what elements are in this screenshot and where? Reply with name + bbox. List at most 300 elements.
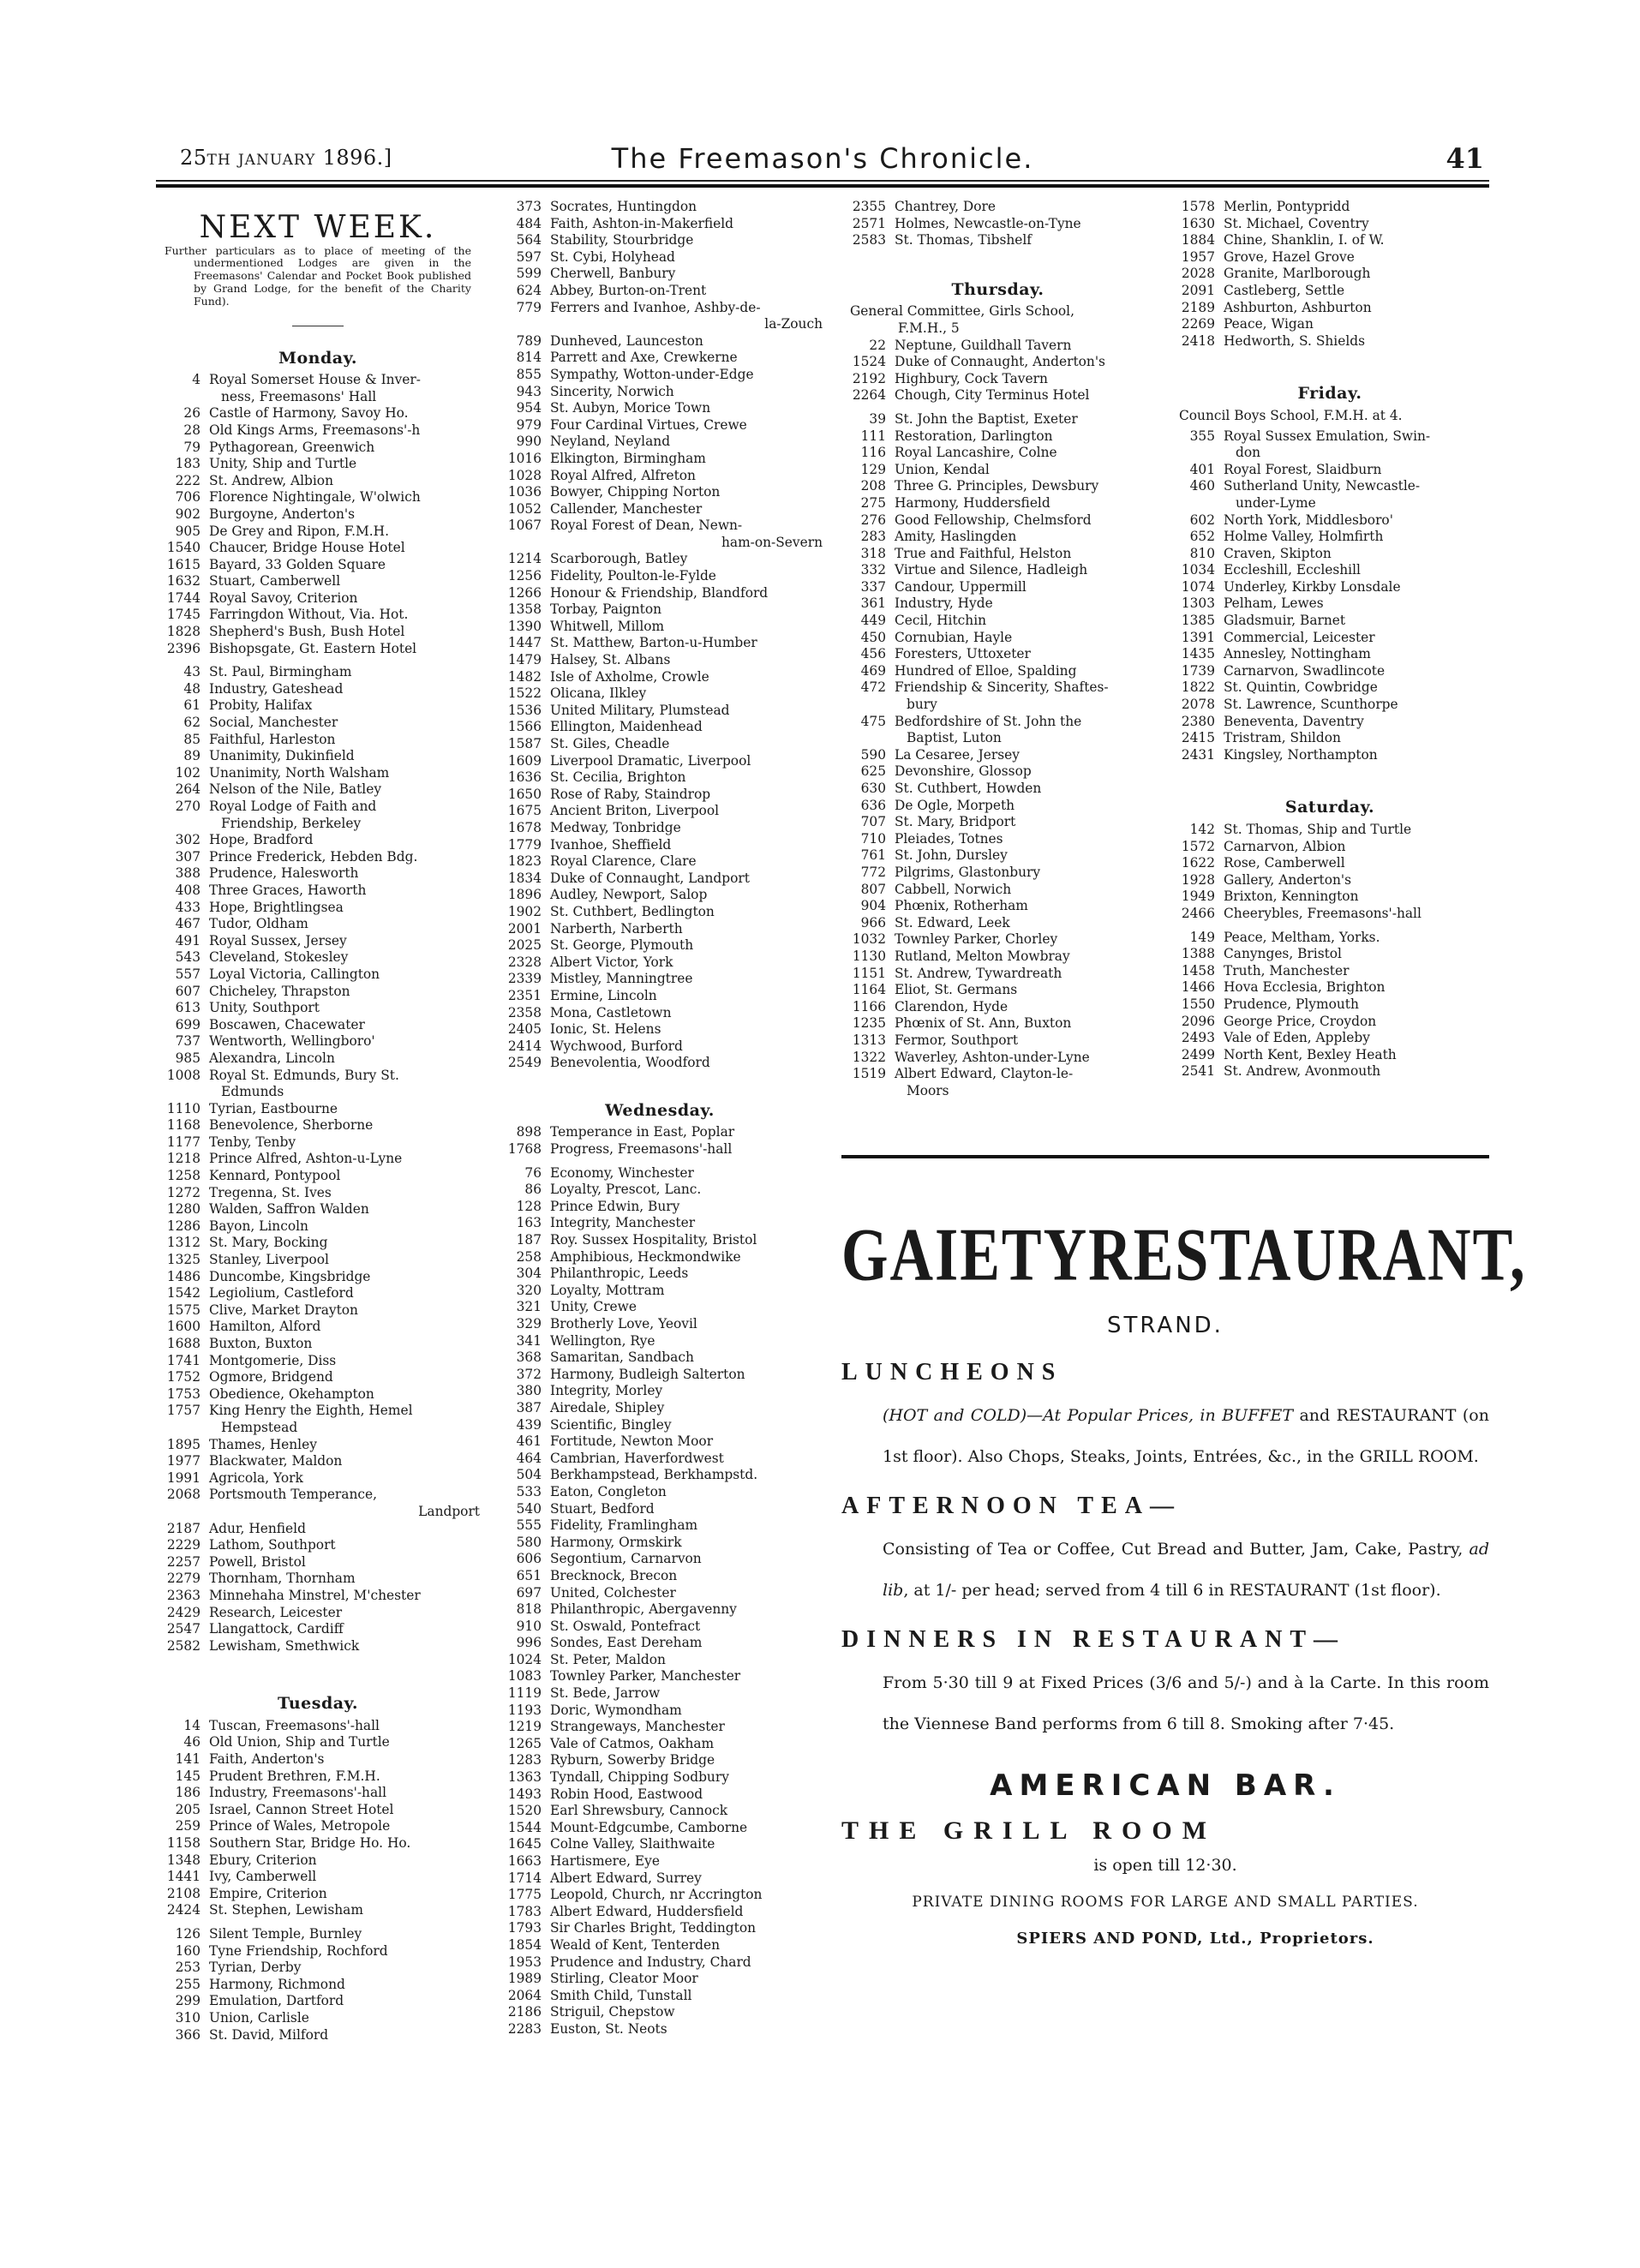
lodge-name: Stuart, Bedford bbox=[550, 1500, 655, 1517]
lodge-number: 186 bbox=[175, 1785, 201, 1801]
american-bar-heading: AMERICAN BAR. bbox=[990, 1768, 1341, 1803]
lodge-entry bbox=[497, 1820, 823, 1837]
header-rule-thick bbox=[156, 184, 1489, 188]
date-month: JANUARY bbox=[237, 152, 316, 169]
lodge-name: Pythagorean, Greenwich bbox=[209, 439, 375, 455]
lodge-name: St. David, Milford bbox=[209, 2026, 329, 2043]
lodge-number: 2001 bbox=[507, 920, 542, 937]
lodge-entry bbox=[841, 199, 1154, 216]
header-rule-thin bbox=[156, 180, 1489, 182]
lodge-name: St. Cuthbert, Bedlington bbox=[550, 903, 715, 919]
lodge-number: 597 bbox=[516, 248, 542, 265]
lodge-number: 467 bbox=[175, 916, 201, 932]
lodge-name: Tyrian, Eastbourne bbox=[209, 1100, 338, 1116]
lodge-number: 1280 bbox=[166, 1201, 201, 1218]
lodge-name: Benevolence, Sherborne bbox=[209, 1117, 374, 1134]
lodge-name: Hope, Brightlingsea bbox=[209, 899, 344, 915]
lodge-entry bbox=[156, 1818, 480, 1835]
lodge-number: 1034 bbox=[1181, 562, 1215, 578]
lodge-entry bbox=[841, 663, 1154, 680]
lodge-number: 1895 bbox=[166, 1436, 201, 1452]
lodge-number: 1578 bbox=[1181, 199, 1215, 214]
lodge-name: Faithful, Harleston bbox=[209, 731, 336, 747]
lodge-entry bbox=[1170, 697, 1489, 714]
lodge-number: 943 bbox=[516, 383, 542, 399]
lodge-number: 2355 bbox=[852, 199, 886, 214]
lodge-list bbox=[156, 1718, 480, 1919]
lodge-name: Pleiades, Totnes bbox=[895, 830, 1003, 847]
lodge-number: 456 bbox=[860, 646, 886, 662]
lodge-entry bbox=[497, 971, 823, 988]
lodge-name: Benevolentia, Woodford bbox=[550, 1055, 710, 1071]
lodge-number: 183 bbox=[175, 456, 201, 472]
lodge-number: 187 bbox=[516, 1232, 542, 1248]
lodge-number: 304 bbox=[516, 1266, 542, 1282]
lodge-name-continued: Baptist, Luton bbox=[907, 730, 1002, 746]
lodge-entry bbox=[841, 714, 1154, 747]
lodge-number: 270 bbox=[175, 799, 201, 815]
lodge-name: Grove, Hazel Grove bbox=[1224, 248, 1355, 265]
day-heading-thursday: Thursday. bbox=[951, 279, 1044, 299]
lodge-name: Tyndall, Chipping Sodbury bbox=[550, 1769, 729, 1786]
lodge-entry bbox=[156, 765, 480, 782]
lodge-number: 332 bbox=[860, 562, 886, 578]
lodge-entry bbox=[841, 579, 1154, 596]
lodge-entry bbox=[1170, 630, 1489, 647]
lodge-name: Royal Alfred, Alfreton bbox=[550, 467, 696, 483]
lodge-number: 1632 bbox=[166, 573, 201, 589]
lodge-entry bbox=[497, 1417, 823, 1434]
lodge-entry bbox=[497, 601, 823, 619]
lodge-name: Leopold, Church, nr Accrington bbox=[550, 1887, 763, 1903]
lodge-name: Fidelity, Framlingham bbox=[550, 1517, 698, 1534]
lodge-number: 2405 bbox=[507, 1021, 542, 1038]
lodge-name: Sutherland Unity, Newcastle- under-Lyme bbox=[1224, 478, 1489, 512]
lodge-name: Llangattock, Cardiff bbox=[209, 1621, 344, 1637]
lodge-name: Wentworth, Wellingboro' bbox=[209, 1033, 375, 1050]
lodge-entry bbox=[497, 1165, 823, 1182]
lodge-number: 902 bbox=[175, 506, 201, 522]
lodge-number: 1650 bbox=[507, 786, 542, 802]
lodge-name: Beneventa, Daventry bbox=[1224, 713, 1364, 729]
lodge-entry bbox=[156, 440, 480, 457]
gaiety-restaurant-advert bbox=[841, 1155, 1527, 1948]
lodge-name: Ferrers and Ivanhoe, Ashby-de- la-Zouch bbox=[550, 299, 823, 332]
lodge-name: Royal Lodge of Faith and Friendship, Berkeley bbox=[209, 799, 480, 832]
lodge-name: Old Kings Arms, Freemasons'-h bbox=[209, 422, 421, 438]
lodge-name: Loyal Victoria, Callington bbox=[209, 966, 380, 982]
lodge-name: Devonshire, Glossop bbox=[895, 763, 1032, 780]
lodge-name: Stuart, Camberwell bbox=[209, 573, 341, 589]
lodge-name: St. Edward, Leek bbox=[895, 914, 1010, 931]
lodge-name: King Henry the Eighth, Hemel Hempstead bbox=[209, 1403, 480, 1436]
lodge-number: 401 bbox=[1189, 461, 1215, 477]
lodge-entry bbox=[156, 422, 480, 440]
lodge-entry bbox=[156, 916, 480, 933]
lodge-name: Friendship & Sincerity, Shaftes- bury bbox=[895, 679, 1154, 713]
lodge-name: Faith, Anderton's bbox=[209, 1751, 325, 1768]
column-1 bbox=[156, 199, 480, 2044]
lodge-name: Lathom, Southport bbox=[209, 1537, 336, 1553]
lodge-number: 1265 bbox=[507, 1735, 542, 1751]
lodge-name: Boscawen, Chacewater bbox=[209, 1016, 365, 1032]
lodge-name: North Kent, Bexley Heath bbox=[1224, 1046, 1397, 1062]
lodge-name: Colne Valley, Slaithwaite bbox=[550, 1836, 715, 1852]
lodge-entry bbox=[841, 1050, 1154, 1067]
grill-room-heading: THE GRILL ROOM bbox=[841, 1816, 1218, 1845]
lodge-name: Fortitude, Newton Moor bbox=[550, 1433, 714, 1450]
lodge-name: Townley Parker, Chorley bbox=[895, 931, 1058, 948]
lodge-entry bbox=[156, 1218, 480, 1236]
lodge-number: 710 bbox=[860, 830, 886, 847]
lodge-number: 1322 bbox=[852, 1049, 886, 1065]
lodge-number: 904 bbox=[860, 898, 886, 914]
lodge-entry bbox=[497, 954, 823, 972]
lodge-entry bbox=[1170, 822, 1489, 839]
lodge-name: Truth, Manchester bbox=[1224, 962, 1350, 978]
lodge-entry bbox=[497, 787, 823, 804]
lodge-name: Euston, St. Neots bbox=[550, 2020, 667, 2037]
lodge-number: 1609 bbox=[507, 752, 542, 769]
column-4 bbox=[1170, 199, 1489, 1080]
lodge-number: 1482 bbox=[507, 668, 542, 685]
lodge-number: 2269 bbox=[1181, 316, 1215, 332]
lodge-name: Royal Sussex Emulation, Swin- don bbox=[1224, 428, 1489, 462]
lodge-number: 1520 bbox=[507, 1803, 542, 1819]
lodge-entry bbox=[497, 703, 823, 720]
lodge-name: Bayon, Lincoln bbox=[209, 1218, 308, 1234]
lodge-entry bbox=[841, 478, 1154, 495]
lodge-entry bbox=[1170, 1030, 1489, 1047]
lodge-name: Audley, Newport, Salop bbox=[550, 887, 708, 903]
lodge-entry bbox=[156, 372, 480, 405]
lodge-number: 1067 bbox=[507, 518, 542, 534]
lodge-name: Dunheved, Launceston bbox=[550, 332, 703, 349]
lodge-number: 2186 bbox=[507, 2004, 542, 2020]
lodge-entry bbox=[156, 849, 480, 866]
day-heading-friday: Friday. bbox=[1297, 384, 1362, 404]
lodge-name: Tyrian, Derby bbox=[209, 1960, 302, 1976]
lodge-number: 1615 bbox=[166, 556, 201, 572]
lodge-entry bbox=[1170, 595, 1489, 613]
lodge-number: 433 bbox=[175, 899, 201, 915]
lodge-name: Unity, Southport bbox=[209, 1000, 320, 1016]
lodge-name: Neptune, Guildhall Tavern bbox=[895, 337, 1072, 353]
lodge-number: 772 bbox=[860, 864, 886, 880]
lodge-number: 1193 bbox=[507, 1702, 542, 1718]
lodge-name: Tristram, Shildon bbox=[1224, 730, 1341, 746]
lodge-number: 1768 bbox=[507, 1141, 542, 1158]
lodge-number: 337 bbox=[860, 578, 886, 595]
lodge-number: 2192 bbox=[852, 370, 886, 386]
lodge-number: 1678 bbox=[507, 819, 542, 835]
lodge-entry bbox=[497, 568, 823, 585]
lodge-entry bbox=[156, 624, 480, 641]
lodge-entry bbox=[156, 1537, 480, 1554]
lodge-entry bbox=[497, 769, 823, 787]
lodge-list bbox=[841, 411, 1154, 1099]
lodge-entry bbox=[156, 1319, 480, 1336]
lodge-name: Liverpool Dramatic, Liverpool bbox=[550, 752, 751, 769]
lodge-name: Vale of Catmos, Oakham bbox=[550, 1735, 715, 1751]
lodge-name: Chine, Shanklin, I. of W. bbox=[1224, 232, 1385, 248]
lodge-number: 1390 bbox=[507, 618, 542, 634]
lodge-name: Restoration, Darlington bbox=[895, 428, 1053, 444]
lodge-name: Earl Shrewsbury, Cannock bbox=[550, 1803, 728, 1819]
lodge-entry bbox=[1170, 283, 1489, 300]
column-2 bbox=[497, 199, 823, 2038]
lodge-entry bbox=[841, 915, 1154, 932]
lodge-entry bbox=[497, 1299, 823, 1316]
lodge-entry bbox=[497, 501, 823, 518]
lodge-number: 2493 bbox=[1181, 1030, 1215, 1046]
lodge-number: 651 bbox=[516, 1567, 542, 1583]
lodge-entry bbox=[497, 1619, 823, 1636]
committee-note bbox=[841, 303, 1154, 337]
lodge-entry bbox=[156, 405, 480, 422]
lodge-name: Powell, Bristol bbox=[209, 1553, 306, 1570]
lodge-name: Abbey, Burton-on-Trent bbox=[550, 282, 707, 298]
lodge-number: 2064 bbox=[507, 1987, 542, 2003]
lodge-entry bbox=[497, 1920, 823, 1937]
lodge-name: Good Fellowship, Chelmsford bbox=[895, 512, 1092, 528]
lodge-name: Peace, Wigan bbox=[1224, 316, 1314, 332]
lodge-name: Florence Nightingale, W'olwich bbox=[209, 489, 421, 506]
lodge-name: St. Cuthbert, Howden bbox=[895, 781, 1042, 796]
lodge-entry bbox=[497, 1702, 823, 1720]
lodge-entry bbox=[1170, 613, 1489, 630]
lodge-entry bbox=[497, 1451, 823, 1468]
lodge-number: 1828 bbox=[166, 624, 201, 640]
lodge-name: Vale of Eden, Appleby bbox=[1224, 1030, 1370, 1046]
lodge-name: Eaton, Congleton bbox=[550, 1483, 667, 1499]
lodge-name: Callender, Manchester bbox=[550, 500, 703, 517]
lodge-number: 475 bbox=[860, 713, 886, 729]
lodge-number: 126 bbox=[175, 1926, 201, 1942]
lodge-name: Albert Edward, Surrey bbox=[550, 1870, 702, 1886]
lodge-number: 1753 bbox=[166, 1385, 201, 1402]
lodge-name: Rose, Camberwell bbox=[1224, 855, 1345, 871]
lodge-name: Highbury, Cock Tavern bbox=[895, 370, 1048, 386]
lodge-number: 2091 bbox=[1181, 282, 1215, 298]
lodge-entry bbox=[1170, 546, 1489, 563]
lodge-name: Union, Carlisle bbox=[209, 2009, 309, 2026]
lodge-list bbox=[1170, 199, 1489, 350]
lodge-entry bbox=[497, 434, 823, 451]
lodge-name: Hova Ecclesia, Brighton bbox=[1224, 979, 1386, 996]
lodge-entry bbox=[156, 1487, 480, 1520]
lodge-number: 779 bbox=[516, 299, 542, 315]
lodge-entry bbox=[497, 199, 823, 216]
advert-location: STRAND. bbox=[1107, 1313, 1224, 1338]
lodge-number: 1358 bbox=[507, 601, 542, 618]
lodge-entry bbox=[497, 1752, 823, 1769]
lodge-number: 2257 bbox=[166, 1553, 201, 1570]
lodge-entry bbox=[1170, 747, 1489, 764]
lodge-number: 855 bbox=[516, 366, 542, 382]
lodge-number: 1272 bbox=[166, 1184, 201, 1200]
lodge-name: Farringdon Without, Via. Hot. bbox=[209, 607, 409, 623]
lodge-name: Wellington, Rye bbox=[550, 1332, 655, 1349]
lodge-entry bbox=[156, 1802, 480, 1819]
lodge-number: 1741 bbox=[166, 1352, 201, 1368]
lodge-entry bbox=[156, 900, 480, 917]
lodge-name: St. Andrew, Tywardreath bbox=[895, 965, 1062, 981]
lodge-entry bbox=[497, 887, 823, 904]
lodge-number: 380 bbox=[516, 1383, 542, 1399]
lodge-name: Underley, Kirkby Lonsdale bbox=[1224, 578, 1401, 595]
lodge-number: 602 bbox=[1189, 512, 1215, 528]
lodge-name-continued: la-Zouch bbox=[764, 316, 823, 332]
lodge-list bbox=[156, 664, 480, 1655]
lodge-number: 590 bbox=[860, 746, 886, 763]
lodge-name: Royal Savoy, Criterion bbox=[209, 589, 358, 606]
lodge-number: 1884 bbox=[1181, 232, 1215, 248]
lodge-number: 979 bbox=[516, 416, 542, 433]
lodge-name: St. Quintin, Cowbridge bbox=[1224, 679, 1378, 696]
lodge-number: 368 bbox=[516, 1349, 542, 1366]
lodge-number: 697 bbox=[516, 1584, 542, 1601]
lodge-number: 706 bbox=[175, 489, 201, 506]
lodge-number: 625 bbox=[860, 763, 886, 780]
lodge-name: Candour, Uppermill bbox=[895, 578, 1026, 595]
lodge-number: 652 bbox=[1189, 529, 1215, 545]
lodge-number: 1391 bbox=[1181, 629, 1215, 645]
lodge-entry bbox=[1170, 872, 1489, 889]
lodge-number: 1536 bbox=[507, 702, 542, 718]
lodge-number: 1600 bbox=[166, 1319, 201, 1335]
lodge-name: Peace, Meltham, Yorks. bbox=[1224, 929, 1380, 945]
lodge-list bbox=[1170, 930, 1489, 1080]
lodge-number: 2415 bbox=[1181, 730, 1215, 746]
lodge-name: Empire, Criterion bbox=[209, 1885, 327, 1901]
lodge-name: Probity, Halifax bbox=[209, 697, 313, 714]
lodge-number: 1757 bbox=[166, 1403, 201, 1419]
lodge-name: Fermor, Southport bbox=[895, 1032, 1019, 1048]
lodge-entry bbox=[156, 1605, 480, 1622]
lodge-number: 606 bbox=[516, 1551, 542, 1567]
lodge-name: Loyalty, Mottram bbox=[550, 1282, 665, 1298]
lodge-entry bbox=[156, 697, 480, 715]
lodge-name: Philanthropic, Leeds bbox=[550, 1266, 689, 1282]
lodge-name: Harmony, Ormskirk bbox=[550, 1534, 682, 1550]
lodge-number: 910 bbox=[516, 1618, 542, 1634]
day-heading-monday: Monday. bbox=[278, 348, 358, 368]
lodge-entry bbox=[497, 1055, 823, 1072]
lodge-number: 613 bbox=[175, 1000, 201, 1016]
lodge-name: Sondes, East Dereham bbox=[550, 1635, 703, 1651]
lodge-number: 1168 bbox=[166, 1117, 201, 1134]
luncheons-heading: LUNCHEONS bbox=[841, 1359, 1063, 1385]
lodge-number: 208 bbox=[860, 478, 886, 494]
lodge-name: Israel, Cannon Street Hotel bbox=[209, 1801, 394, 1817]
lodge-number: 540 bbox=[516, 1500, 542, 1517]
lodge-name: Chantrey, Dore bbox=[895, 199, 996, 214]
lodge-entry bbox=[1170, 529, 1489, 546]
newspaper-page bbox=[156, 137, 1527, 2125]
lodge-name: Amity, Haslingden bbox=[895, 529, 1017, 545]
lodge-entry bbox=[497, 1199, 823, 1216]
lodge-name: Legiolium, Castleford bbox=[209, 1285, 354, 1302]
lodge-entry bbox=[156, 540, 480, 557]
lodge-name: Carnarvon, Swadlincote bbox=[1224, 662, 1386, 679]
lodge-entry bbox=[497, 518, 823, 551]
lodge-entry bbox=[497, 1005, 823, 1022]
lodge-number: 1283 bbox=[507, 1752, 542, 1768]
lodge-name: Merlin, Pontypridd bbox=[1224, 199, 1350, 214]
lodge-number: 1949 bbox=[1181, 889, 1215, 905]
lodge-name: Rutland, Melton Mowbray bbox=[895, 948, 1070, 964]
lodge-entry bbox=[1170, 1014, 1489, 1031]
lodge-name-continued: Edmunds bbox=[221, 1084, 284, 1100]
lodge-entry bbox=[156, 1751, 480, 1768]
lodge-number: 307 bbox=[175, 848, 201, 865]
lodge-number: 373 bbox=[516, 199, 542, 214]
lodge-entry bbox=[497, 871, 823, 888]
lodge-name: Ancient Briton, Liverpool bbox=[550, 803, 720, 819]
lodge-number: 22 bbox=[869, 337, 886, 353]
lodge-name: Brixton, Kennington bbox=[1224, 889, 1359, 905]
lodge-name: St. Paul, Birmingham bbox=[209, 664, 352, 680]
lodge-number: 905 bbox=[175, 523, 201, 539]
lodge-number: 61 bbox=[183, 697, 201, 714]
lodge-name: Ogmore, Bridgend bbox=[209, 1369, 333, 1385]
lodge-name: Robin Hood, Eastwood bbox=[550, 1786, 703, 1802]
lodge-entry bbox=[841, 982, 1154, 999]
lodge-entry bbox=[1170, 663, 1489, 680]
lodge-number: 1219 bbox=[507, 1719, 542, 1735]
lodge-entry bbox=[156, 1068, 480, 1101]
lodge-number: 636 bbox=[860, 797, 886, 813]
lodge-name: Prudent Brethren, F.M.H. bbox=[209, 1768, 380, 1784]
lodge-number: 504 bbox=[516, 1467, 542, 1483]
lodge-number: 1550 bbox=[1181, 996, 1215, 1012]
lodge-name: St. Bede, Jarrow bbox=[550, 1685, 661, 1702]
lodge-entry bbox=[497, 803, 823, 820]
lodge-entry bbox=[841, 630, 1154, 647]
lodge-entry bbox=[497, 384, 823, 401]
lodge-entry bbox=[841, 546, 1154, 563]
lodge-entry bbox=[156, 1852, 480, 1870]
lodge-number: 1902 bbox=[507, 903, 542, 919]
lodge-name: Pilgrims, Glastonbury bbox=[895, 864, 1041, 880]
lodge-name: St. Cybi, Holyhead bbox=[550, 248, 675, 265]
lodge-name: Foresters, Uttoxeter bbox=[895, 646, 1031, 662]
lodge-entry bbox=[497, 1803, 823, 1820]
lodge-name: Portsmouth Temperance, Landport bbox=[209, 1487, 480, 1519]
lodge-name: Research, Leicester bbox=[209, 1604, 343, 1620]
lodge-entry bbox=[156, 715, 480, 732]
lodge-name: Virtue and Silence, Hadleigh bbox=[895, 562, 1088, 578]
lodge-name: Royal Lancashire, Colne bbox=[895, 445, 1057, 461]
lodge-name: Bedfordshire of St. John the Baptist, Luton bbox=[895, 714, 1154, 747]
lodge-number: 258 bbox=[516, 1248, 542, 1265]
lodge-number: 2264 bbox=[852, 387, 886, 404]
dinners-heading: DINNERS IN RESTAURANT— bbox=[841, 1626, 1345, 1653]
lodge-number: 2396 bbox=[166, 640, 201, 656]
lodge-name: Three Graces, Haworth bbox=[209, 882, 367, 898]
lodge-number: 1258 bbox=[166, 1168, 201, 1184]
lodge-name: Buxton, Buxton bbox=[209, 1336, 313, 1352]
lodge-entry bbox=[156, 1571, 480, 1588]
lodge-name: St. John, Dursley bbox=[895, 847, 1008, 864]
lodge-entry bbox=[1170, 478, 1489, 512]
lodge-entry bbox=[156, 1000, 480, 1017]
lodge-name: Tuscan, Freemasons'-hall bbox=[209, 1717, 380, 1733]
lodge-name: United Military, Plumstead bbox=[550, 702, 730, 718]
lodge-entry bbox=[841, 763, 1154, 781]
lodge-number: 1896 bbox=[507, 887, 542, 903]
